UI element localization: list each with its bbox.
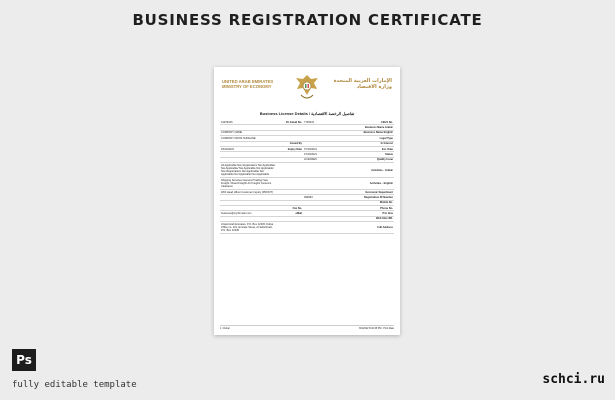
right-label: Activities - English [369,181,393,185]
left-value: COMPANY FROM SUDHANE [221,136,256,140]
right-label: Est. Date [381,147,393,151]
certificate-footer [220,325,394,330]
left-label [277,183,303,184]
left-value [220,208,277,209]
left-value: 18/10/2022 [221,147,234,151]
right-label: Full Address [377,226,393,230]
right-value [303,170,360,171]
right-value: LICENSES [304,158,317,162]
right-value [303,202,360,203]
right-value [303,127,360,128]
left-label [277,202,303,203]
right-value [303,227,360,228]
left-value: United Arab Emirates, P.O. Box 12345, Dubai Office no. 101, Emirate Street, Al Safa Road, P.O. Box 12345 [221,222,274,233]
left-label [277,127,303,128]
left-label [277,218,303,219]
right-label: Registration ID Number [364,195,393,199]
left-value [220,159,277,160]
left-value: With Head office/ Customer Inquiry (PROFIT) [221,190,274,194]
right-label: Web Site URL [376,217,393,221]
right-value [303,143,360,144]
right-label: Mobile No. [379,201,393,205]
license-details-table [220,120,394,234]
left-label [277,197,303,198]
right-label: In Interest [380,142,393,146]
left-value: All Applicable Non Registration/ Not Applicable/ Not Applicable/ Not Applicable Not Applicable/ Non Registration/ Not Applicable/ Not Applicable/ Not Applicable/ Not Applicable [221,163,276,177]
left-label: Issued By [289,142,302,146]
site-watermark: schci.ru [542,372,605,387]
left-label: Dt. Email No. [286,120,302,124]
certificate-header [214,67,400,109]
left-value [220,154,277,155]
right-label: Quality Issue [376,158,393,162]
issuer-arabic-line1: الإمارات العربية المتحدة [333,78,392,84]
table-row [220,178,394,190]
left-label [277,227,303,228]
certificate-document [214,67,400,335]
left-value [220,202,277,203]
left-value [220,143,277,144]
left-value [220,197,277,198]
right-value [303,183,360,184]
left-value: Shipping Services/ General Trading/ Sea Freight / Road Freight/ Air Freight/ Customs Clearance [221,178,272,189]
right-value: 999963 [304,195,313,199]
left-label [277,170,303,171]
issuer-arabic-line2: وزارة الاقتصاد [356,84,392,90]
left-value: COMPANY NAME [221,131,243,135]
issuer-english-line2: MINISTRY OF ECONOMY [222,84,272,89]
left-label: eMail [295,212,302,216]
right-value [303,192,360,193]
left-value: business@mydomain.com [221,212,252,216]
right-label: Business Name English [363,131,393,135]
issuer-english-line1: UNITED ARAB EMIRATES [222,79,274,84]
table-row [220,222,394,234]
right-label: Business Name Arabic [364,125,393,129]
license-details-title: Business License Details / تفاصيل الرخصة الاقتصادية [259,111,355,116]
banner-title: BUSINESS REGISTRATION CERTIFICATE [132,11,483,29]
photoshop-icon: Ps [12,349,36,371]
right-label: Legal Type [379,136,393,140]
left-value [220,218,277,219]
left-label [277,138,303,139]
issuer-english-name [222,79,273,89]
left-label [277,192,303,193]
right-value [303,213,360,214]
template-caption: fully editable template [12,380,137,390]
right-label: CBLS No. [381,120,393,124]
left-value [220,127,277,128]
right-value: 07/10/2021 [304,152,317,156]
uae-falcon-emblem-icon [293,73,321,103]
right-label: Activities - Arabic [371,168,393,172]
footer-page: 1 / Dubai [220,327,230,330]
right-label: Status [385,152,393,156]
right-value [303,218,360,219]
right-value [303,208,360,209]
right-label: Phone No. [380,206,393,210]
right-label: Economic Department [365,190,393,194]
right-value [303,138,360,139]
right-value: 7748431 [304,120,315,124]
left-label: Fax No. [292,206,302,210]
left-label: Expiry Date [287,147,302,151]
left-label [277,154,303,155]
right-label: P.O. Box [382,212,393,216]
table-row [220,163,394,178]
left-label [277,159,303,160]
left-value: 01979166 [221,120,233,124]
right-value: 07/10/2021 [304,147,317,151]
right-value [303,132,360,133]
footer-print-date: 8/3/2022 8:40:45 PM : Print Date [359,327,394,330]
issuer-arabic-name [334,78,392,90]
left-label [277,132,303,133]
